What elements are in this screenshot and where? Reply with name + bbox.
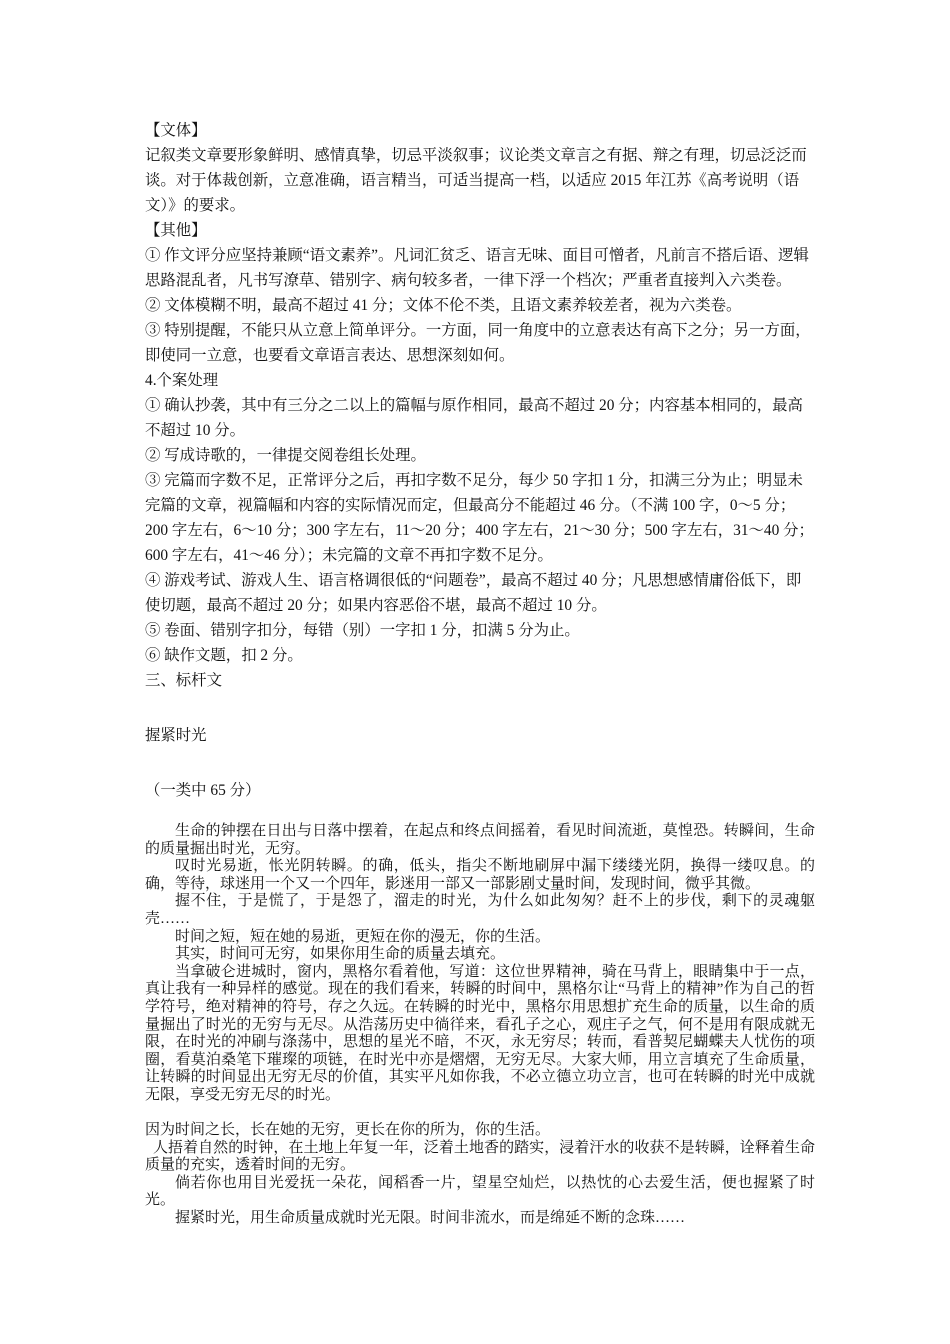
section-heading-model-essay: 三、标杆文: [145, 672, 222, 689]
essay-title: 握紧时光: [145, 727, 207, 744]
case-item-2: ② 写成诗歌的，一律提交阅卷组长处理。: [145, 447, 426, 464]
essay-paragraph: 当拿破仑进城时，窗内，黑格尔看着他，写道：这位世界精神，骑在马背上，眼睛集中于一点，真让我有一种异样的感觉。现在的我们看来，转瞬的时间中，黑格尔让“马背上的精神”作为自己的哲学符号，绝对精神的符号，存之久远。在转瞬的时光中，黑格尔用思想扩充生命的质量，以生命的质量掘出了时光的无穷与无尽。从浩荡历史中徜徉来，看孔子之心，观庄子之气，何不是用有限成就无限，在时光的冲刷与涤荡中，思想的星光不暗，不灭，永无穷尽；转而，看普契尼蝴蝶夫人忧伤的项圈，看莫泊桑笔下璀璨的项链，在时光中亦是熠熠，无穷无尽。大家大师，用立言填充了生命质量，让转瞬的时间显出无穷无尽的价值，其实平凡如你我，不必立德立功立言，也可在转瞬的时光中成就无限，享受无穷无尽的时光。: [145, 963, 815, 1103]
case-item-5: ⑤ 卷面、错别字扣分，每错（别）一字扣 1 分，扣满 5 分为止。: [145, 622, 580, 639]
essay-score: （一类中 65 分）: [145, 782, 261, 799]
grading-criteria: [145, 118, 815, 693]
section-heading-other: 【其他】: [145, 222, 207, 239]
rule-item-3: ③ 特别提醒，不能只从立意上简单评分。一方面，同一角度中的立意表达有高下之分；另一方面，即使同一立意，也要看文章语言表达、思想深刻如何。: [145, 322, 811, 364]
essay-body: [145, 823, 815, 1228]
essay-paragraph: 时间之短，短在她的易逝，更短在你的漫无，你的生活。: [175, 928, 551, 945]
section-heading-style: 【文体】: [145, 122, 207, 139]
essay-paragraph: 握紧时光，用生命质量成就时光无限。时间非流水，而是绵延不断的念珠……: [175, 1210, 686, 1227]
essay-paragraph: 倘若你也用目光爱抚一朵花，闻稻香一片，望星空灿烂，以热忱的心去爱生活，便也握紧了时光。: [145, 1174, 815, 1209]
essay-paragraph: 人捂着自然的时钟，在土地上年复一年，泛着土地香的踏实，浸着汗水的收获不是转瞬，诠释着生命质量的充实，透着时间的无穷。: [145, 1139, 815, 1174]
essay-paragraph: 握不住，于是慌了，于是怨了，溜走的时光，为什么如此匆匆？赶不上的步伐，剩下的灵魂躯壳……: [145, 893, 815, 927]
essay-paragraph: 因为时间之长，长在她的无穷，更长在你的所为，你的生活。: [145, 1122, 551, 1139]
case-item-1: ① 确认抄袭，其中有三分之二以上的篇幅与原作相同，最高不超过 20 分；内容基本相同的，最高不超过 10 分。: [145, 397, 803, 439]
rule-item-2: ② 文体模糊不明，最高不超过 41 分；文体不伦不类，且语文素养较差者，视为六类卷。: [145, 297, 742, 314]
essay-paragraph: 叹时光易逝，怅光阴转瞬。的确，低头，指尖不断地刷屏中漏下缕缕光阴，换得一缕叹息。的确，等待，球迷用一个又一个四年，影迷用一部又一部影剧丈量时间，发现时间，微乎其微。: [145, 858, 815, 892]
paragraph-style-rule: 记叙类文章要形象鲜明、感情真挚，切忌平淡叙事；议论类文章言之有据、辩之有理，切忌泛泛而谈。对于体裁创新，立意准确，语言精当，可适当提高一档，以适应 2015 年江苏《高考说明（语文）》的要求。: [145, 147, 807, 214]
case-item-6: ⑥ 缺作文题，扣 2 分。: [145, 647, 303, 664]
rule-item-1: ① 作文评分应坚持兼顾“语文素养”。凡词汇贫乏、语言无味、面目可憎者，凡前言不搭后语、逻辑思路混乱者，凡书写潦草、错别字、病句较多者，一律下浮一个档次；严重者直接判入六类卷。: [145, 247, 809, 289]
document-page: [145, 118, 815, 1228]
essay-paragraph: 生命的钟摆在日出与日落中摆着，在起点和终点间摇着，看见时间流逝，莫惶恐。转瞬间，生命的质量掘出时光，无穷。: [145, 823, 815, 857]
case-item-3: ③ 完篇而字数不足，正常评分之后，再扣字数不足分，每少 50 字扣 1 分，扣满三分为止；明显未完篇的文章，视篇幅和内容的实际情况而定，但最高分不能超过 46 分。（不满 100 字，0～5 分；200 字左右，6～10 分；300 字左右，11～20 分；400 字左右，21～30 分；500 字左右，31～40 分；600 字左右，41～46 分）；未完篇的文章不再扣字数不足分。: [145, 472, 814, 564]
essay-paragraph: 其实，时间可无穷，如果你用生命的质量去填充。: [175, 946, 506, 963]
case-item-4: ④ 游戏考试、游戏人生、语言格调很低的“问题卷”，最高不超过 40 分；凡思想感情庸俗低下，即使切题，最高不超过 20 分；如果内容恶俗不堪，最高不超过 10 分。: [145, 572, 802, 614]
section-heading-cases: 4.个案处理: [145, 372, 219, 389]
